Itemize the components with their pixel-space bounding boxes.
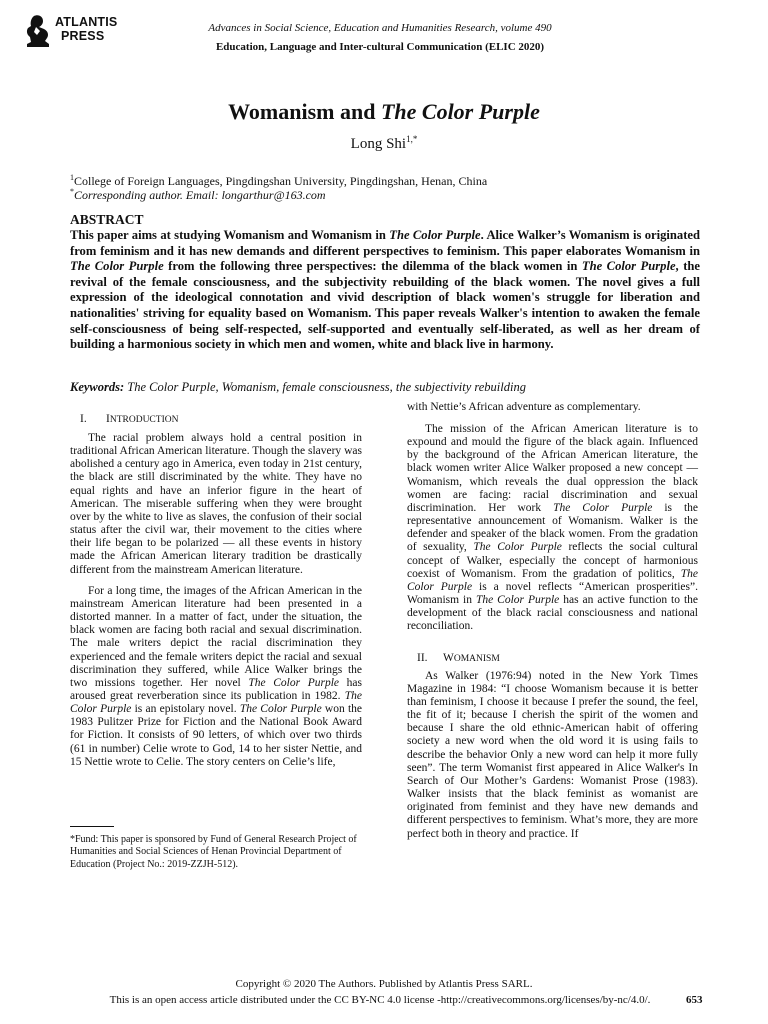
paragraph-text: reflects the social cultural concept of Walker, especially the concept of harmonious coexist of Womanism. From the gradation of politics, [407,541,699,580]
intro-paragraph-2 [70,585,362,769]
journal-header: Advances in Social Science, Education and Humanities Research, volume 490 [208,22,552,34]
abstract-body [70,228,700,353]
abstract-text: This paper aims at studying Womanism and Womanism in [70,228,390,242]
paragraph-italic: The Color Purple [70,689,362,716]
womanism-paragraph-1: As Walker (1976:94) noted in the New York Times Magazine in 1984: “I choose Womanism because it is better than feminism, I choose it because I prefer the sound, the feel, the fit of it; because I cherish the spirit of the women and because I share the old ethnic-American habit of offering society a new word when the old word it is using fails to describe the behavior Only a new word can help it more fully seen”. The term Womanist first appeared in Alice Walker's In Search of Our Mother’s Gardens: Womanist Prose (1983). Walker insists that the black feminist as womanist are originated from feminist and they have new demands and different perspectives to feminism. What’s more, they are more perfect both in theory and practice. If [407,669,698,840]
intro-paragraph-1: The racial problem always hold a central position in traditional African American literature. Though the slavery was abolished a century ago in America, even today in 21st century, the black are still discriminated by the white. They have no equal rights and have an inferior figure in the heart of American. The miserable suffering when they were brought over by the white to live as slaves, the confusion of their social status after the civil war, their movement to the cities where their life began to be polarized — all these events in history made the African American literary tradition be drastically different from the mainstream American literature. [70,432,362,576]
author [200,134,568,153]
abstract-italic: The Color Purple [581,259,676,274]
footnote-divider [70,826,114,827]
author-sup: 1,* [406,134,418,144]
paragraph-text: The mission of the African American literature is to expound and mould the figure of the black again. Influenced by the background of the African American literature, the black women writer Alice Walker proposed a new concept — Womanism, which reveals the dual oppression the black women are facing: racial discrimination and sexual discrimination. Her work [407,423,698,514]
paragraph-text: is a novel reflects “American prosperities”. Womanism in [407,580,698,607]
author-name: Long Shi [350,136,407,152]
affiliation-sup: 1 [70,173,74,182]
atlantis-press-logo [22,14,132,48]
left-column [70,432,362,769]
title-prefix: Womanism and [228,99,381,124]
paragraph-italic: The Color Purple [473,541,562,554]
section-rest: OMANISM [453,653,500,664]
right-column-continuation: with Nettie’s African adventure as complementary. [407,401,641,413]
paragraph-italic: The Color Purple [239,703,322,716]
section-number: II. [417,651,428,664]
keywords [70,380,710,395]
paragraph-italic: The Color Purple [553,501,653,514]
paragraph-text: has aroused great reverberation since its publication in 1982. [70,676,362,702]
paragraph-italic: The Color Purple [407,567,698,593]
paragraph-text: has an active function to the development of the black racial consciousness and national reconciliation. [407,594,698,633]
paragraph-text: is the representative announcement of Womanism. Walker is the defender and speaker of the black women. From the gradation of sexuality, [407,501,699,554]
paper-title [80,99,688,125]
paragraph-italic: The Color Purple [475,594,560,607]
keywords-label: Keywords: [70,380,125,394]
logo-line2: PRESS [61,29,105,43]
section-first-letter: I [106,413,110,425]
thinker-silhouette-icon [22,14,54,48]
right-column [407,423,698,841]
copyright-line: Copyright © 2020 The Authors. Published by Atlantis Press SARL. [235,978,533,990]
section-number: I. [80,413,87,425]
paragraph-text: is an epistolary novel. [131,703,240,716]
paragraph-text: won the 1983 Pulitzer Prize for Fiction and the National Book Award for Fiction. It consists of 90 letters, of which over two thirds (61 in number) Celie wrote to God, 14 to her sister Nettie, and 15 Nettie wrote to Celie. The story centers on Celie’s life, [70,703,363,768]
abstract-heading: ABSTRACT [70,212,144,227]
page-number: 653 [686,994,703,1006]
footnote: *Fund: This paper is sponsored by Fund of General Research Project of Humanities and Social Sciences of Henan Provincial Department of Education (Project No.: 2019-ZZJH-512). [70,834,357,870]
section-heading-womanism [417,652,698,666]
conference-header: Education, Language and Inter-cultural Communication (ELIC 2020) [215,41,545,53]
paragraph-text: For a long time, the images of the African American in the mainstream American literature had been presented in a distorted manner. In a matter of fact, under the situation, the black women are facing both racial and sexual discrimination. The male writers depict the racial discrimination they experienced and the female writers depict the racial and sexual discrimination they suffered, while Alice Walker brings the two missions together. Her novel [70,584,362,689]
corresponding-sup: * [70,187,74,196]
title-italic: The Color Purple [380,99,540,124]
logo-line1: ATLANTIS [55,15,118,29]
section-first-letter: W [443,651,454,664]
abstract-text: from the following three perspectives: the dilemma of the black women in [163,259,582,274]
abstract-text: . Alice Walker’s Womanism is originated from feminism and it has new demands and different perspectives to feminism. This paper elaborates Womanism in [70,228,700,258]
affiliation-text: College of Foreign Languages, Pingdingshan University, Pingdingshan, Henan, China [74,174,488,188]
keywords-text: The Color Purple, Womanism, female consciousness, the subjectivity rebuilding [124,380,526,394]
abstract-italic: The Color Purple [389,228,481,242]
corresponding-author [70,185,710,202]
section-rest: NTRODUCTION [109,415,179,425]
corresponding-text: Corresponding author. Email: longarthur@163.com [74,188,326,202]
license-line: This is an open access article distributed under the CC BY-NC 4.0 license -http://creativecommons.org/licenses/by-nc/4.0/. [109,994,651,1006]
intro-paragraph-3 [407,423,698,634]
paragraph-italic: The Color Purple [248,676,340,689]
abstract-text: , the revival of the female consciousness, and the subjectivity rebuilding of the black women. The novel gives a full expression of the ideological connotation and vivid description of black women's struggle for liberation and nationalities' striving for equality based on Womanism. This paper reveals Walker's intention to awaken the female self-consciousness of being self-respected, self-supported and eventually self-liberated, as well as her dream of building a harmonious society in which men and women, white and black live in harmony. [70,259,700,352]
abstract-italic: The Color Purple [70,259,164,274]
section-heading-introduction [80,413,178,425]
